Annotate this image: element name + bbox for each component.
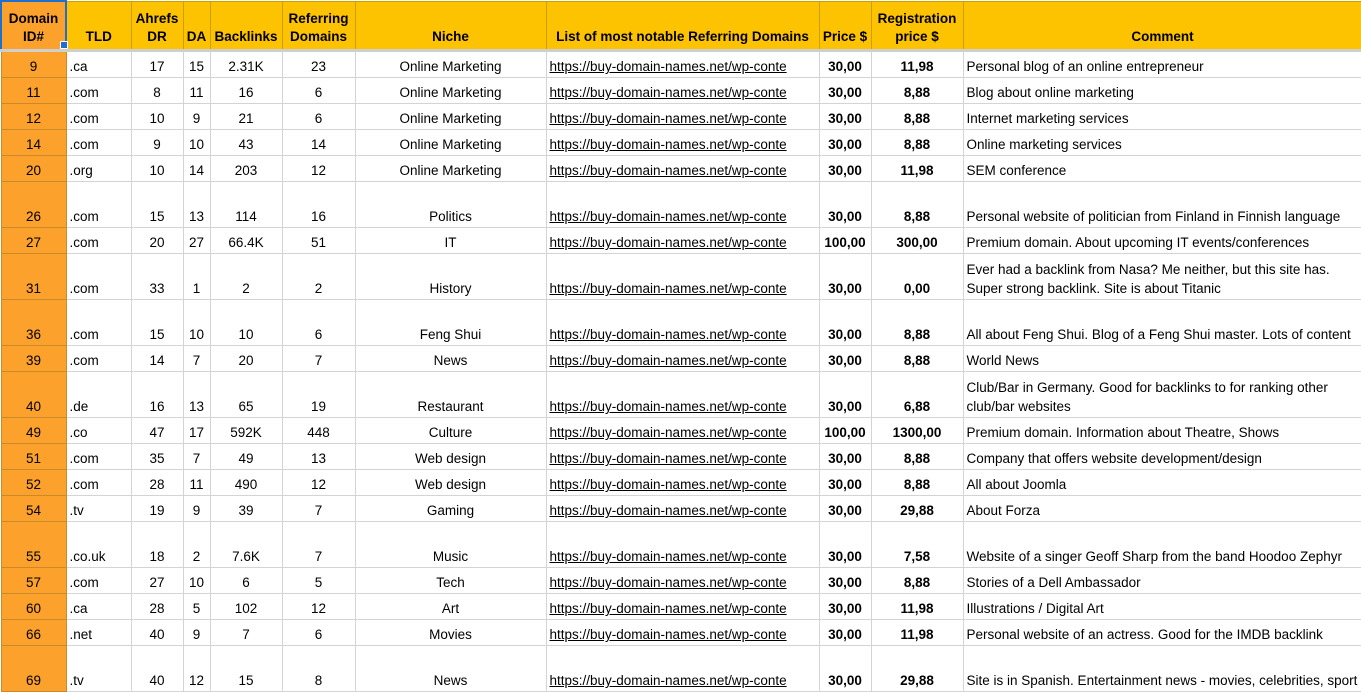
cell-referring-domains[interactable]: 16 (282, 182, 355, 228)
cell-referring-link[interactable]: https://buy-domain-names.net/wp-conte (546, 78, 819, 104)
cell-niche[interactable]: Culture (355, 418, 546, 444)
cell-da[interactable]: 10 (183, 300, 210, 346)
cell-ahrefs-dr[interactable]: 33 (131, 254, 183, 300)
cell-comment[interactable]: Blog about online marketing (963, 78, 1361, 104)
cell-domain-id[interactable]: 52 (1, 470, 66, 496)
cell-price[interactable]: 30,00 (819, 646, 871, 692)
cell-tld[interactable]: .org (66, 156, 131, 182)
cell-ahrefs-dr[interactable]: 17 (131, 51, 183, 78)
cell-da[interactable]: 1 (183, 254, 210, 300)
table-row (1, 130, 1361, 156)
cell-tld[interactable]: .com (66, 300, 131, 346)
cell-tld[interactable]: .com (66, 182, 131, 228)
cell-price[interactable]: 30,00 (819, 346, 871, 372)
cell-niche[interactable]: Online Marketing (355, 156, 546, 182)
cell-referring-domains[interactable]: 6 (282, 104, 355, 130)
cell-referring-domains[interactable]: 51 (282, 228, 355, 254)
cell-niche[interactable]: Online Marketing (355, 51, 546, 78)
cell-tld[interactable]: .com (66, 228, 131, 254)
cell-domain-id[interactable]: 31 (1, 254, 66, 300)
cell-niche[interactable]: Online Marketing (355, 130, 546, 156)
cell-niche[interactable]: History (355, 254, 546, 300)
cell-price[interactable]: 30,00 (819, 78, 871, 104)
header-tld[interactable]: TLD (66, 1, 131, 51)
cell-referring-link[interactable]: https://buy-domain-names.net/wp-conte (546, 228, 819, 254)
cell-referring-domains[interactable]: 2 (282, 254, 355, 300)
cell-da[interactable]: 13 (183, 372, 210, 418)
cell-referring-link[interactable]: https://buy-domain-names.net/wp-conte (546, 51, 819, 78)
table-row (1, 78, 1361, 104)
table-row (1, 594, 1361, 620)
cell-domain-id[interactable]: 51 (1, 444, 66, 470)
cell-comment[interactable]: About Forza (963, 496, 1361, 522)
table-row (1, 346, 1361, 372)
cell-ahrefs-dr[interactable]: 28 (131, 594, 183, 620)
cell-domain-id[interactable]: 55 (1, 522, 66, 568)
cell-ahrefs-dr[interactable]: 40 (131, 646, 183, 692)
cell-niche[interactable]: Music (355, 522, 546, 568)
cell-referring-domains[interactable]: 7 (282, 496, 355, 522)
cell-backlinks[interactable]: 592K (210, 418, 282, 444)
cell-referring-link[interactable]: https://buy-domain-names.net/wp-conte (546, 496, 819, 522)
cell-da[interactable]: 17 (183, 418, 210, 444)
header-price[interactable]: Price $ (819, 1, 871, 51)
cell-referring-link[interactable]: https://buy-domain-names.net/wp-conte (546, 372, 819, 418)
cell-registration-price[interactable]: 7,58 (871, 522, 963, 568)
cell-da[interactable]: 11 (183, 470, 210, 496)
cell-niche[interactable]: Art (355, 594, 546, 620)
cell-registration-price[interactable]: 0,00 (871, 254, 963, 300)
cell-tld[interactable]: .co.uk (66, 522, 131, 568)
cell-niche[interactable]: Online Marketing (355, 78, 546, 104)
cell-referring-domains[interactable]: 23 (282, 51, 355, 78)
cell-da[interactable]: 27 (183, 228, 210, 254)
cell-comment[interactable]: Premium domain. About upcoming IT events/conferences (963, 228, 1361, 254)
cell-referring-link[interactable]: https://buy-domain-names.net/wp-conte (546, 620, 819, 646)
cell-registration-price[interactable]: 8,88 (871, 78, 963, 104)
cell-ahrefs-dr[interactable]: 15 (131, 300, 183, 346)
cell-niche[interactable]: Feng Shui (355, 300, 546, 346)
cell-registration-price[interactable]: 8,88 (871, 300, 963, 346)
cell-tld[interactable]: .com (66, 130, 131, 156)
table-row (1, 444, 1361, 470)
cell-backlinks[interactable]: 15 (210, 646, 282, 692)
cell-referring-domains[interactable]: 13 (282, 444, 355, 470)
cell-backlinks[interactable]: 65 (210, 372, 282, 418)
cell-referring-domains[interactable]: 448 (282, 418, 355, 444)
cell-ahrefs-dr[interactable]: 40 (131, 620, 183, 646)
cell-registration-price[interactable]: 300,00 (871, 228, 963, 254)
cell-tld[interactable]: .com (66, 254, 131, 300)
cell-da[interactable]: 9 (183, 620, 210, 646)
cell-niche[interactable]: Web design (355, 470, 546, 496)
cell-domain-id[interactable]: 9 (1, 51, 66, 78)
cell-referring-domains[interactable]: 12 (282, 156, 355, 182)
cell-referring-link[interactable]: https://buy-domain-names.net/wp-conte (546, 130, 819, 156)
cell-referring-link[interactable]: https://buy-domain-names.net/wp-conte (546, 104, 819, 130)
cell-backlinks[interactable]: 21 (210, 104, 282, 130)
cell-da[interactable]: 14 (183, 156, 210, 182)
cell-niche[interactable]: News (355, 346, 546, 372)
cell-comment[interactable]: Personal website of politician from Finland in Finnish language (963, 182, 1361, 228)
cell-referring-link[interactable]: https://buy-domain-names.net/wp-conte (546, 522, 819, 568)
cell-ahrefs-dr[interactable]: 19 (131, 496, 183, 522)
cell-backlinks[interactable]: 203 (210, 156, 282, 182)
cell-referring-domains[interactable]: 12 (282, 470, 355, 496)
cell-da[interactable]: 7 (183, 346, 210, 372)
cell-da[interactable]: 15 (183, 51, 210, 78)
cell-comment[interactable]: All about Joomla (963, 470, 1361, 496)
table-row (1, 620, 1361, 646)
cell-da[interactable]: 5 (183, 594, 210, 620)
cell-comment[interactable]: All about Feng Shui. Blog of a Feng Shui master. Lots of content (963, 300, 1361, 346)
cell-price[interactable]: 30,00 (819, 444, 871, 470)
cell-tld[interactable]: .tv (66, 496, 131, 522)
cell-comment[interactable]: World News (963, 346, 1361, 372)
header-da[interactable]: DA (183, 1, 210, 51)
cell-registration-price[interactable]: 8,88 (871, 470, 963, 496)
cell-referring-domains[interactable]: 12 (282, 594, 355, 620)
cell-registration-price[interactable]: 6,88 (871, 372, 963, 418)
cell-backlinks[interactable]: 16 (210, 78, 282, 104)
cell-backlinks[interactable]: 10 (210, 300, 282, 346)
cell-ahrefs-dr[interactable]: 28 (131, 470, 183, 496)
cell-comment[interactable]: Personal blog of an online entrepreneur (963, 51, 1361, 78)
cell-da[interactable]: 2 (183, 522, 210, 568)
cell-tld[interactable]: .tv (66, 646, 131, 692)
cell-registration-price[interactable]: 8,88 (871, 130, 963, 156)
cell-referring-link[interactable]: https://buy-domain-names.net/wp-conte (546, 182, 819, 228)
table-row (1, 418, 1361, 444)
cell-niche[interactable]: Gaming (355, 496, 546, 522)
cell-referring-link[interactable]: https://buy-domain-names.net/wp-conte (546, 646, 819, 692)
cell-ahrefs-dr[interactable]: 47 (131, 418, 183, 444)
table-row (1, 182, 1361, 228)
cell-comment[interactable]: Website of a singer Geoff Sharp from the band Hoodoo Zephyr (963, 522, 1361, 568)
cell-registration-price[interactable]: 11,98 (871, 51, 963, 78)
table-row (1, 51, 1361, 78)
cell-domain-id[interactable]: 26 (1, 182, 66, 228)
cell-registration-price[interactable]: 8,88 (871, 346, 963, 372)
cell-comment[interactable]: Company that offers website development/design (963, 444, 1361, 470)
cell-tld[interactable]: .de (66, 372, 131, 418)
cell-da[interactable]: 11 (183, 78, 210, 104)
cell-referring-domains[interactable]: 7 (282, 522, 355, 568)
cell-domain-id[interactable]: 14 (1, 130, 66, 156)
cell-da[interactable]: 9 (183, 104, 210, 130)
cell-price[interactable]: 30,00 (819, 156, 871, 182)
cell-price[interactable]: 30,00 (819, 522, 871, 568)
cell-niche[interactable]: Web design (355, 444, 546, 470)
cell-registration-price[interactable]: 29,88 (871, 496, 963, 522)
cell-registration-price[interactable]: 8,88 (871, 104, 963, 130)
cell-niche[interactable]: Politics (355, 182, 546, 228)
cell-ahrefs-dr[interactable]: 18 (131, 522, 183, 568)
header-niche[interactable]: Niche (355, 1, 546, 51)
cell-domain-id[interactable]: 40 (1, 372, 66, 418)
table-row (1, 522, 1361, 568)
cell-domain-id[interactable]: 69 (1, 646, 66, 692)
cell-price[interactable]: 30,00 (819, 51, 871, 78)
header-ahrefs-dr[interactable]: Ahrefs DR (131, 1, 183, 51)
cell-registration-price[interactable]: 1300,00 (871, 418, 963, 444)
cell-price[interactable]: 30,00 (819, 300, 871, 346)
cell-tld[interactable]: .com (66, 78, 131, 104)
cell-registration-price[interactable]: 11,98 (871, 620, 963, 646)
cell-price[interactable]: 30,00 (819, 372, 871, 418)
cell-tld[interactable]: .co (66, 418, 131, 444)
cell-referring-link[interactable]: https://buy-domain-names.net/wp-conte (546, 470, 819, 496)
cell-referring-link[interactable]: https://buy-domain-names.net/wp-conte (546, 568, 819, 594)
cell-backlinks[interactable]: 7.6K (210, 522, 282, 568)
cell-backlinks[interactable]: 43 (210, 130, 282, 156)
cell-comment[interactable]: Personal website of an actress. Good for the IMDB backlink (963, 620, 1361, 646)
cell-ahrefs-dr[interactable]: 10 (131, 156, 183, 182)
cell-price[interactable]: 30,00 (819, 470, 871, 496)
cell-domain-id[interactable]: 49 (1, 418, 66, 444)
cell-referring-domains[interactable]: 5 (282, 568, 355, 594)
cell-ahrefs-dr[interactable]: 27 (131, 568, 183, 594)
cell-backlinks[interactable]: 66.4K (210, 228, 282, 254)
table-row (1, 470, 1361, 496)
cell-backlinks[interactable]: 102 (210, 594, 282, 620)
cell-referring-domains[interactable]: 6 (282, 300, 355, 346)
header-comment[interactable]: Comment (963, 1, 1361, 51)
cell-backlinks[interactable]: 6 (210, 568, 282, 594)
selection-fill-handle[interactable] (60, 41, 68, 49)
cell-tld[interactable]: .ca (66, 594, 131, 620)
cell-niche[interactable]: News (355, 646, 546, 692)
cell-comment[interactable]: Site is in Spanish. Entertainment news - movies, celebrities, sport (963, 646, 1361, 692)
cell-comment[interactable]: Premium domain. Information about Theatre, Shows (963, 418, 1361, 444)
cell-registration-price[interactable]: 8,88 (871, 568, 963, 594)
cell-niche[interactable]: Movies (355, 620, 546, 646)
cell-price[interactable]: 30,00 (819, 130, 871, 156)
cell-niche[interactable]: Restaurant (355, 372, 546, 418)
cell-referring-link[interactable]: https://buy-domain-names.net/wp-conte (546, 594, 819, 620)
cell-backlinks[interactable]: 2.31K (210, 51, 282, 78)
cell-referring-link[interactable]: https://buy-domain-names.net/wp-conte (546, 254, 819, 300)
cell-tld[interactable]: .ca (66, 51, 131, 78)
cell-domain-id[interactable]: 27 (1, 228, 66, 254)
cell-domain-id[interactable]: 57 (1, 568, 66, 594)
cell-ahrefs-dr[interactable]: 20 (131, 228, 183, 254)
cell-referring-domains[interactable]: 8 (282, 646, 355, 692)
cell-domain-id[interactable]: 36 (1, 300, 66, 346)
cell-da[interactable]: 10 (183, 130, 210, 156)
cell-referring-link[interactable]: https://buy-domain-names.net/wp-conte (546, 300, 819, 346)
cell-price[interactable]: 100,00 (819, 228, 871, 254)
header-domain-id[interactable]: Domain ID# (1, 1, 66, 51)
cell-referring-link[interactable]: https://buy-domain-names.net/wp-conte (546, 156, 819, 182)
table-row (1, 228, 1361, 254)
cell-niche[interactable]: Online Marketing (355, 104, 546, 130)
cell-registration-price[interactable]: 11,98 (871, 594, 963, 620)
table-row (1, 496, 1361, 522)
cell-tld[interactable]: .com (66, 470, 131, 496)
cell-backlinks[interactable]: 490 (210, 470, 282, 496)
cell-referring-domains[interactable]: 6 (282, 78, 355, 104)
cell-registration-price[interactable]: 8,88 (871, 182, 963, 228)
cell-price[interactable]: 30,00 (819, 594, 871, 620)
cell-ahrefs-dr[interactable]: 8 (131, 78, 183, 104)
cell-referring-domains[interactable]: 19 (282, 372, 355, 418)
cell-price[interactable]: 30,00 (819, 568, 871, 594)
cell-price[interactable]: 30,00 (819, 182, 871, 228)
cell-referring-link[interactable]: https://buy-domain-names.net/wp-conte (546, 418, 819, 444)
cell-comment[interactable]: SEM conference (963, 156, 1361, 182)
cell-referring-domains[interactable]: 6 (282, 620, 355, 646)
cell-da[interactable]: 12 (183, 646, 210, 692)
cell-referring-link[interactable]: https://buy-domain-names.net/wp-conte (546, 444, 819, 470)
table-row (1, 104, 1361, 130)
header-row (1, 1, 1361, 51)
cell-comment[interactable]: Club/Bar in Germany. Good for backlinks to for ranking other club/bar websites (963, 372, 1361, 418)
cell-backlinks[interactable]: 114 (210, 182, 282, 228)
cell-tld[interactable]: .com (66, 104, 131, 130)
cell-tld[interactable]: .com (66, 568, 131, 594)
cell-backlinks[interactable]: 20 (210, 346, 282, 372)
table-row (1, 568, 1361, 594)
cell-referring-domains[interactable]: 14 (282, 130, 355, 156)
cell-domain-id[interactable]: 20 (1, 156, 66, 182)
cell-ahrefs-dr[interactable]: 16 (131, 372, 183, 418)
cell-price[interactable]: 30,00 (819, 620, 871, 646)
cell-referring-domains[interactable]: 7 (282, 346, 355, 372)
table-row (1, 300, 1361, 346)
cell-domain-id[interactable]: 11 (1, 78, 66, 104)
cell-referring-link[interactable]: https://buy-domain-names.net/wp-conte (546, 346, 819, 372)
cell-backlinks[interactable]: 39 (210, 496, 282, 522)
cell-comment[interactable]: Illustrations / Digital Art (963, 594, 1361, 620)
cell-price[interactable]: 30,00 (819, 254, 871, 300)
cell-comment[interactable]: Online marketing services (963, 130, 1361, 156)
cell-registration-price[interactable]: 29,88 (871, 646, 963, 692)
cell-da[interactable]: 10 (183, 568, 210, 594)
cell-price[interactable]: 100,00 (819, 418, 871, 444)
cell-ahrefs-dr[interactable]: 14 (131, 346, 183, 372)
cell-da[interactable]: 7 (183, 444, 210, 470)
cell-comment[interactable]: Internet marketing services (963, 104, 1361, 130)
cell-ahrefs-dr[interactable]: 9 (131, 130, 183, 156)
cell-niche[interactable]: IT (355, 228, 546, 254)
header-registration-price[interactable]: Registration price $ (871, 1, 963, 51)
cell-registration-price[interactable]: 11,98 (871, 156, 963, 182)
table-row (1, 254, 1361, 300)
cell-tld[interactable]: .net (66, 620, 131, 646)
cell-ahrefs-dr[interactable]: 15 (131, 182, 183, 228)
table-row (1, 156, 1361, 182)
cell-backlinks[interactable]: 7 (210, 620, 282, 646)
cell-domain-id[interactable]: 60 (1, 594, 66, 620)
cell-domain-id[interactable]: 54 (1, 496, 66, 522)
cell-niche[interactable]: Tech (355, 568, 546, 594)
header-referring-list[interactable]: List of most notable Referring Domains (546, 1, 819, 51)
cell-comment[interactable]: Ever had a backlink from Nasa? Me neither, but this site has. Super strong backlink. Site is about Titanic (963, 254, 1361, 300)
cell-domain-id[interactable]: 39 (1, 346, 66, 372)
cell-price[interactable]: 30,00 (819, 496, 871, 522)
cell-comment[interactable]: Stories of a Dell Ambassador (963, 568, 1361, 594)
cell-ahrefs-dr[interactable]: 35 (131, 444, 183, 470)
cell-domain-id[interactable]: 66 (1, 620, 66, 646)
cell-registration-price[interactable]: 8,88 (871, 444, 963, 470)
cell-tld[interactable]: .com (66, 346, 131, 372)
cell-backlinks[interactable]: 2 (210, 254, 282, 300)
cell-tld[interactable]: .com (66, 444, 131, 470)
header-referring-domains[interactable]: Referring Domains (282, 1, 355, 51)
cell-price[interactable]: 30,00 (819, 104, 871, 130)
table-row (1, 372, 1361, 418)
cell-da[interactable]: 13 (183, 182, 210, 228)
cell-backlinks[interactable]: 49 (210, 444, 282, 470)
header-backlinks[interactable]: Backlinks (210, 1, 282, 51)
cell-da[interactable]: 9 (183, 496, 210, 522)
cell-ahrefs-dr[interactable]: 10 (131, 104, 183, 130)
table-row (1, 646, 1361, 692)
cell-domain-id[interactable]: 12 (1, 104, 66, 130)
